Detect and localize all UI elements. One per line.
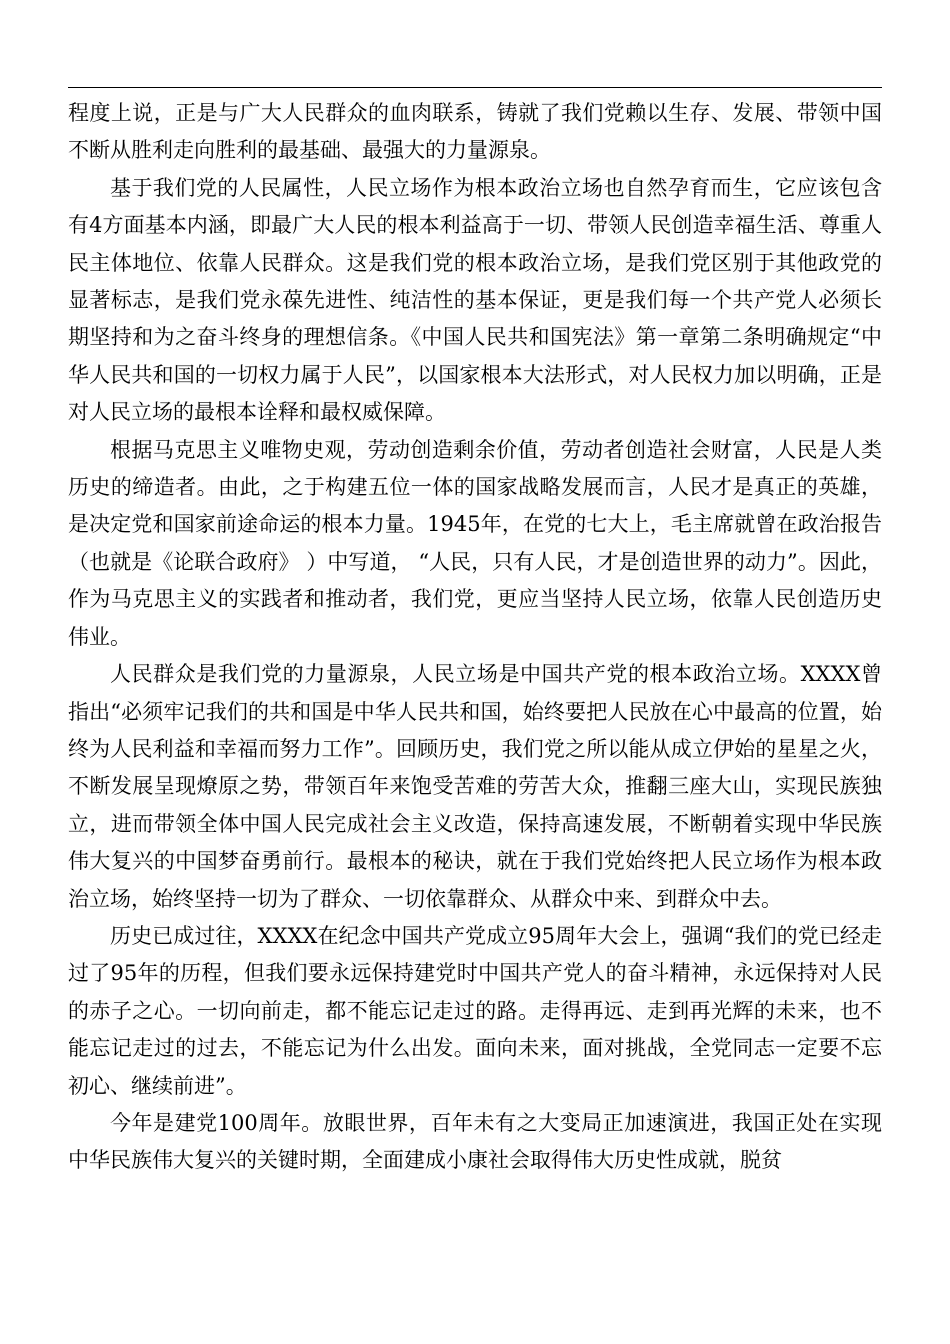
paragraph-3: 根据马克思主义唯物史观，劳动创造剩余价值，劳动者创造社会财富，人民是人类历史的缔造者。由此，之于构建五位一体的国家战略发展而言，人民才是真正的英雄，是决定党和国家前途命运的根本力量。1945年，在党的七大上，毛主席就曾在政治报告（也就是《论联合政府》 ）中写道， “人民，只有人民，才是创造世界的动力”。因此，作为马克思主义的实践者和推动者，我们党，更应当坚持人民立场，依靠人民创造历史伟业。 [68,437,882,649]
paragraph-4: 人民群众是我们党的力量源泉，人民立场是中国共产党的根本政治立场。XXXX曾指出“必须牢记我们的共和国是中华人民共和国，始终要把人民放在心中最高的位置，始终为人民利益和幸福而努力工作”。回顾历史，我们党之所以能从成立伊始的星星之火，不断发展呈现燎原之势，带领百年来饱受苦难的劳苦大众，推翻三座大山，实现民族独立，进而带领全体中国人民完成社会主义改造，保持高速发展，不断朝着实现中华民族伟大复兴的中国梦奋勇前行。最根本的秘诀，就在于我们党始终把人民立场作为根本政治立场，始终坚持一切为了群众、一切依靠群众、从群众中来、到群众中去。 [68,662,882,911]
document-body [68,95,882,1180]
paragraph-6: 今年是建党100周年。放眼世界，百年未有之大变局正加速演进，我国正处在实现中华民族伟大复兴的关键时期，全面建成小康社会取得伟大历史性成就，脱贫 [68,1110,882,1173]
paragraph-1: 程度上说，正是与广大人民群众的血肉联系，铸就了我们党赖以生存、发展、带领中国不断从胜利走向胜利的最基础、最强大的力量源泉。 [68,101,882,163]
header-divider [68,87,882,88]
paragraph-5: 历史已成过往，XXXX在纪念中国共产党成立95周年大会上，强调“我们的党已经走过了95年的历程，但我们要永远保持建党时中国共产党人的奋斗精神，永远保持对人民的赤子之心。一切向前走，都不能忘记走过的路。走得再远、走到再光辉的未来，也不能忘记走过的过去，不能忘记为什么出发。面向未来，面对挑战，全党同志一定要不忘初心、继续前进”。 [68,923,882,1098]
paragraph-2: 基于我们党的人民属性，人民立场作为根本政治立场也自然孕育而生，它应该包含有4方面基本内涵，即最广大人民的根本利益高于一切、带领人民创造幸福生活、尊重人民主体地位、依靠人民群众。这是我们党的根本政治立场，是我们党区别于其他政党的显著标志，是我们党永葆先进性、纯洁性的基本保证，更是我们每一个共产党人必须长期坚持和为之奋斗终身的理想信条。《中国人民共和国宪法》第一章第二条明确规定“中华人民共和国的一切权力属于人民”，以国家根本大法形式，对人民权力加以明确，正是对人民立场的最根本诠释和最权威保障。 [68,175,882,425]
